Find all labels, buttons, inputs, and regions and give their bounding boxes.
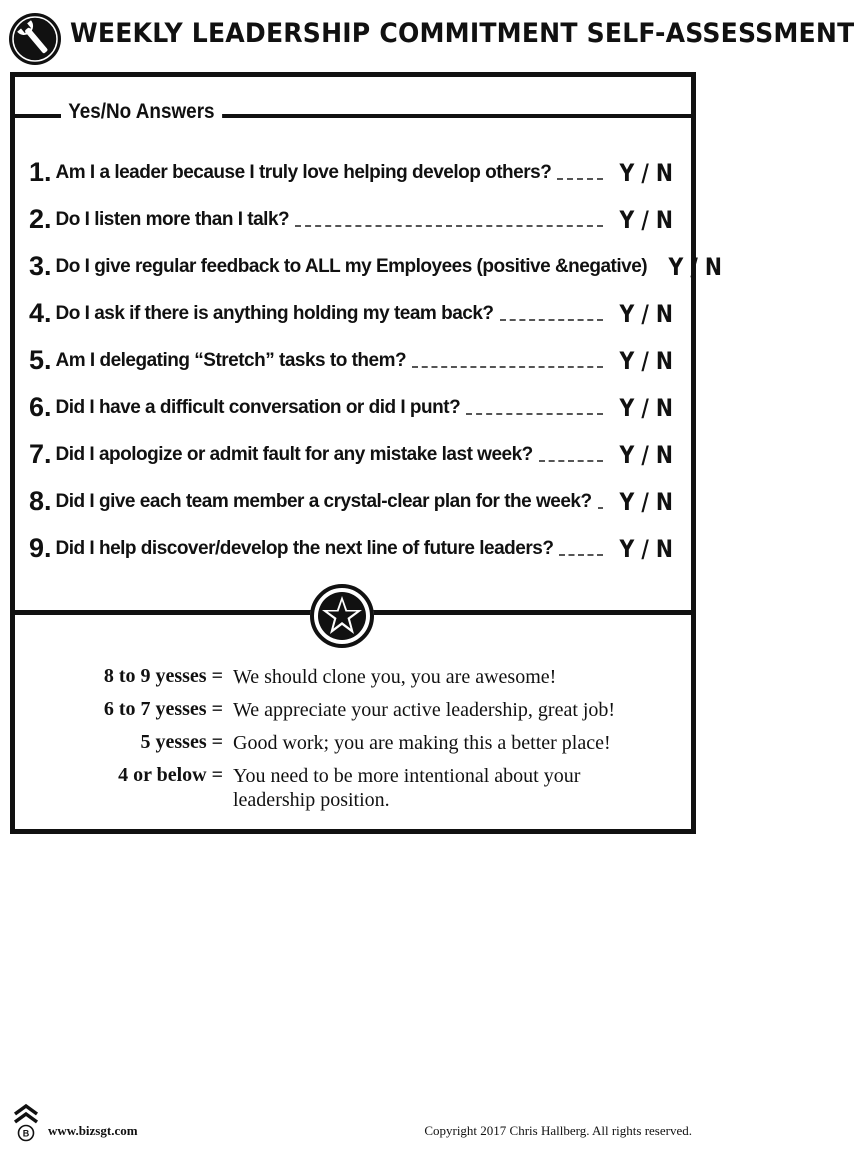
question-row-6	[29, 384, 673, 431]
yes-no-answer[interactable]: Y / N	[619, 205, 673, 234]
dotted-leader	[598, 507, 603, 509]
score-range: 5 yesses =	[140, 731, 223, 753]
footer-logo-letter: B	[22, 1128, 30, 1139]
scoring-key	[45, 665, 685, 821]
question-row-3	[29, 243, 723, 290]
question-text: Did I apologize or admit fault for any mistake last week?	[55, 443, 533, 465]
yes-no-answer[interactable]: Y / N	[619, 440, 673, 469]
score-message: You need to be more intentional about your leadership position.	[233, 765, 581, 811]
question-row-8	[29, 478, 673, 525]
star-badge-icon	[310, 584, 374, 648]
score-row	[45, 665, 685, 689]
question-row-7	[29, 431, 673, 478]
question-number: 9.	[29, 533, 52, 563]
question-row-4	[29, 290, 673, 337]
yes-no-answer[interactable]: Y / N	[619, 487, 673, 516]
copyright-text: Copyright 2017 Chris Hallberg. All rights reserved.	[424, 1123, 692, 1138]
question-number: 5.	[29, 345, 52, 375]
score-range: 8 to 9 yesses =	[103, 665, 223, 687]
score-message: Good work; you are making this a better place!	[233, 732, 611, 754]
question-number: 4.	[29, 298, 52, 328]
dotted-leader	[559, 554, 603, 556]
website-link[interactable]: www.bizsgt.com	[48, 1123, 138, 1138]
question-text: Did I have a difficult conversation or did I punt?	[55, 396, 461, 418]
question-number: 2.	[29, 204, 52, 234]
wrench-badge-icon	[8, 12, 62, 66]
question-text: Do I listen more than I talk?	[55, 208, 290, 230]
question-list	[29, 149, 723, 572]
dotted-leader	[412, 366, 603, 368]
page-footer	[0, 1100, 710, 1150]
question-text: Do I ask if there is anything holding my team back?	[55, 302, 494, 324]
yes-no-answer[interactable]: Y / N	[619, 158, 673, 187]
dotted-leader	[557, 178, 603, 180]
question-row-2	[29, 196, 673, 243]
score-range: 4 or below =	[118, 764, 223, 786]
question-text: Am I a leader because I truly love helping develop others?	[55, 161, 552, 183]
question-text: Did I give each team member a crystal-clear plan for the week?	[55, 490, 592, 512]
score-row	[45, 731, 685, 755]
question-number: 6.	[29, 392, 52, 422]
yes-no-answer[interactable]: Y / N	[619, 393, 673, 422]
question-row-9	[29, 525, 673, 572]
chevron-badge-icon	[12, 1102, 40, 1142]
section-label: Yes/No Answers	[61, 100, 222, 124]
question-number: 8.	[29, 486, 52, 516]
questions-section	[15, 77, 723, 610]
score-row	[45, 698, 685, 722]
yes-no-answer[interactable]: Y / N	[619, 346, 673, 375]
question-number: 1.	[29, 157, 52, 187]
dotted-leader	[500, 319, 603, 321]
score-row	[45, 764, 685, 812]
question-number: 3.	[29, 251, 52, 281]
dotted-leader	[466, 413, 603, 415]
assessment-card	[10, 72, 723, 834]
page-header	[8, 10, 854, 72]
question-text: Did I help discover/develop the next line of future leaders?	[55, 537, 554, 559]
question-text: Do I give regular feedback to ALL my Employees (positive &negative)	[55, 255, 648, 277]
yes-no-answer[interactable]: Y / N	[619, 299, 673, 328]
question-number: 7.	[29, 439, 52, 469]
score-range: 6 to 7 yesses =	[103, 698, 223, 720]
yes-no-answer[interactable]: Y / N	[668, 252, 723, 281]
dotted-leader	[539, 460, 603, 462]
yes-no-answer[interactable]: Y / N	[619, 534, 673, 563]
question-row-5	[29, 337, 673, 384]
dotted-leader	[295, 225, 603, 227]
question-row-1	[29, 149, 673, 196]
page-title: WEEKLY LEADERSHIP COMMITMENT SELF-ASSESSMENT	[70, 18, 854, 49]
question-text: Am I delegating “Stretch” tasks to them?	[55, 349, 407, 371]
score-message: We appreciate your active leadership, great job!	[233, 699, 616, 721]
score-message: We should clone you, you are awesome!	[233, 666, 557, 688]
